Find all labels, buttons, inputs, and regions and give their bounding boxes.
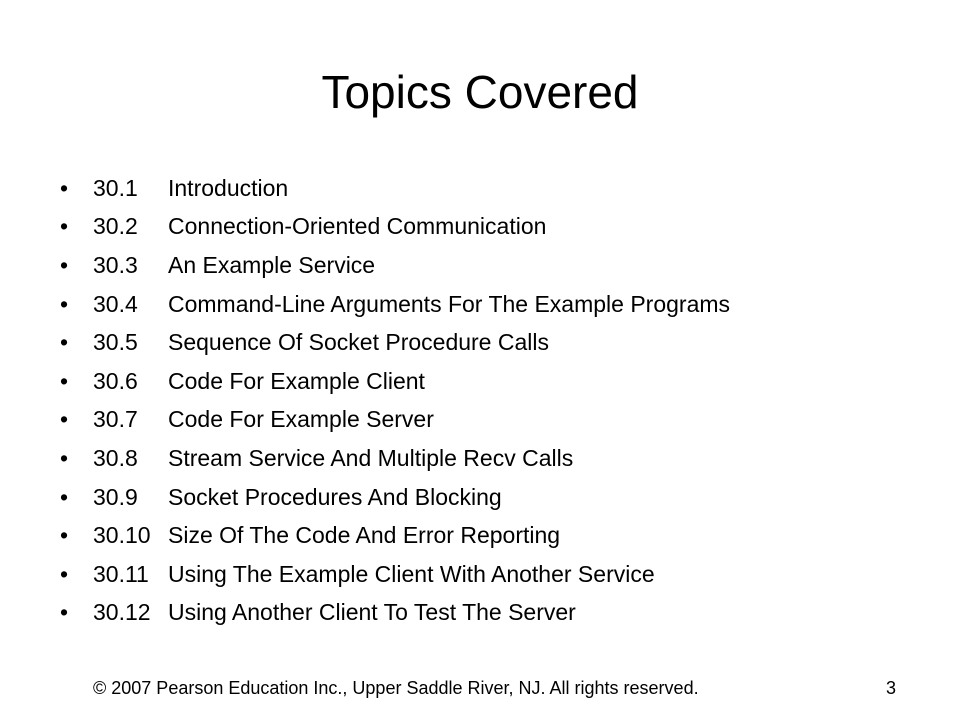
topic-item bbox=[60, 169, 730, 208]
topics-list bbox=[60, 169, 730, 632]
slide-footer bbox=[0, 676, 960, 700]
topic-number: 30.9 bbox=[93, 483, 138, 510]
bullet-icon: • bbox=[60, 367, 69, 394]
bullet-icon: • bbox=[60, 213, 69, 240]
topic-item bbox=[60, 516, 730, 555]
topic-number: 30.12 bbox=[93, 599, 151, 626]
topic-label: Command-Line Arguments For The Example Programs bbox=[168, 290, 731, 317]
slide-title: Topics Covered bbox=[321, 66, 639, 118]
topic-number: 30.5 bbox=[93, 329, 138, 356]
topic-number: 30.6 bbox=[93, 367, 138, 394]
bullet-icon: • bbox=[60, 444, 69, 471]
topic-label: Using The Example Client With Another Service bbox=[168, 560, 655, 587]
topic-label: An Example Service bbox=[168, 251, 376, 278]
topic-item bbox=[60, 323, 730, 362]
topic-number: 30.2 bbox=[93, 213, 138, 240]
topic-label: Introduction bbox=[168, 174, 289, 201]
bullet-icon: • bbox=[60, 329, 69, 356]
bullet-icon: • bbox=[60, 251, 69, 278]
topic-item bbox=[60, 208, 730, 247]
copyright-notice: © 2007 Pearson Education Inc., Upper Saddle River, NJ. All rights reserved. bbox=[93, 678, 699, 698]
topic-number: 30.1 bbox=[93, 174, 138, 201]
topic-number: 30.11 bbox=[93, 560, 149, 587]
topic-label: Using Another Client To Test The Server bbox=[168, 599, 576, 626]
topic-item bbox=[60, 401, 730, 440]
topic-label: Size Of The Code And Error Reporting bbox=[168, 522, 561, 549]
topic-label: Stream Service And Multiple Recv Calls bbox=[168, 444, 574, 471]
topic-item bbox=[60, 246, 730, 285]
topic-label: Code For Example Client bbox=[168, 367, 425, 394]
bullet-icon: • bbox=[60, 174, 69, 201]
bullet-icon: • bbox=[60, 522, 69, 549]
topic-item bbox=[60, 594, 730, 633]
bullet-icon: • bbox=[60, 290, 69, 317]
topic-label: Code For Example Server bbox=[168, 406, 434, 433]
topic-number: 30.8 bbox=[93, 444, 138, 471]
bullet-icon: • bbox=[60, 483, 69, 510]
page-number: 3 bbox=[886, 678, 897, 698]
topic-label: Socket Procedures And Blocking bbox=[168, 483, 502, 510]
topic-label: Connection-Oriented Communication bbox=[168, 213, 547, 240]
bullet-icon: • bbox=[60, 406, 69, 433]
topic-number: 30.7 bbox=[93, 406, 138, 433]
topic-item bbox=[60, 362, 730, 401]
bullet-icon: • bbox=[60, 599, 69, 626]
bullet-icon: • bbox=[60, 560, 69, 587]
topic-item bbox=[60, 555, 730, 594]
topic-number: 30.10 bbox=[93, 522, 151, 549]
topic-number: 30.4 bbox=[93, 290, 138, 317]
topic-label: Sequence Of Socket Procedure Calls bbox=[168, 329, 549, 356]
topic-number: 30.3 bbox=[93, 251, 138, 278]
topic-item bbox=[60, 478, 730, 517]
topic-item bbox=[60, 439, 730, 478]
topic-item bbox=[60, 285, 730, 324]
